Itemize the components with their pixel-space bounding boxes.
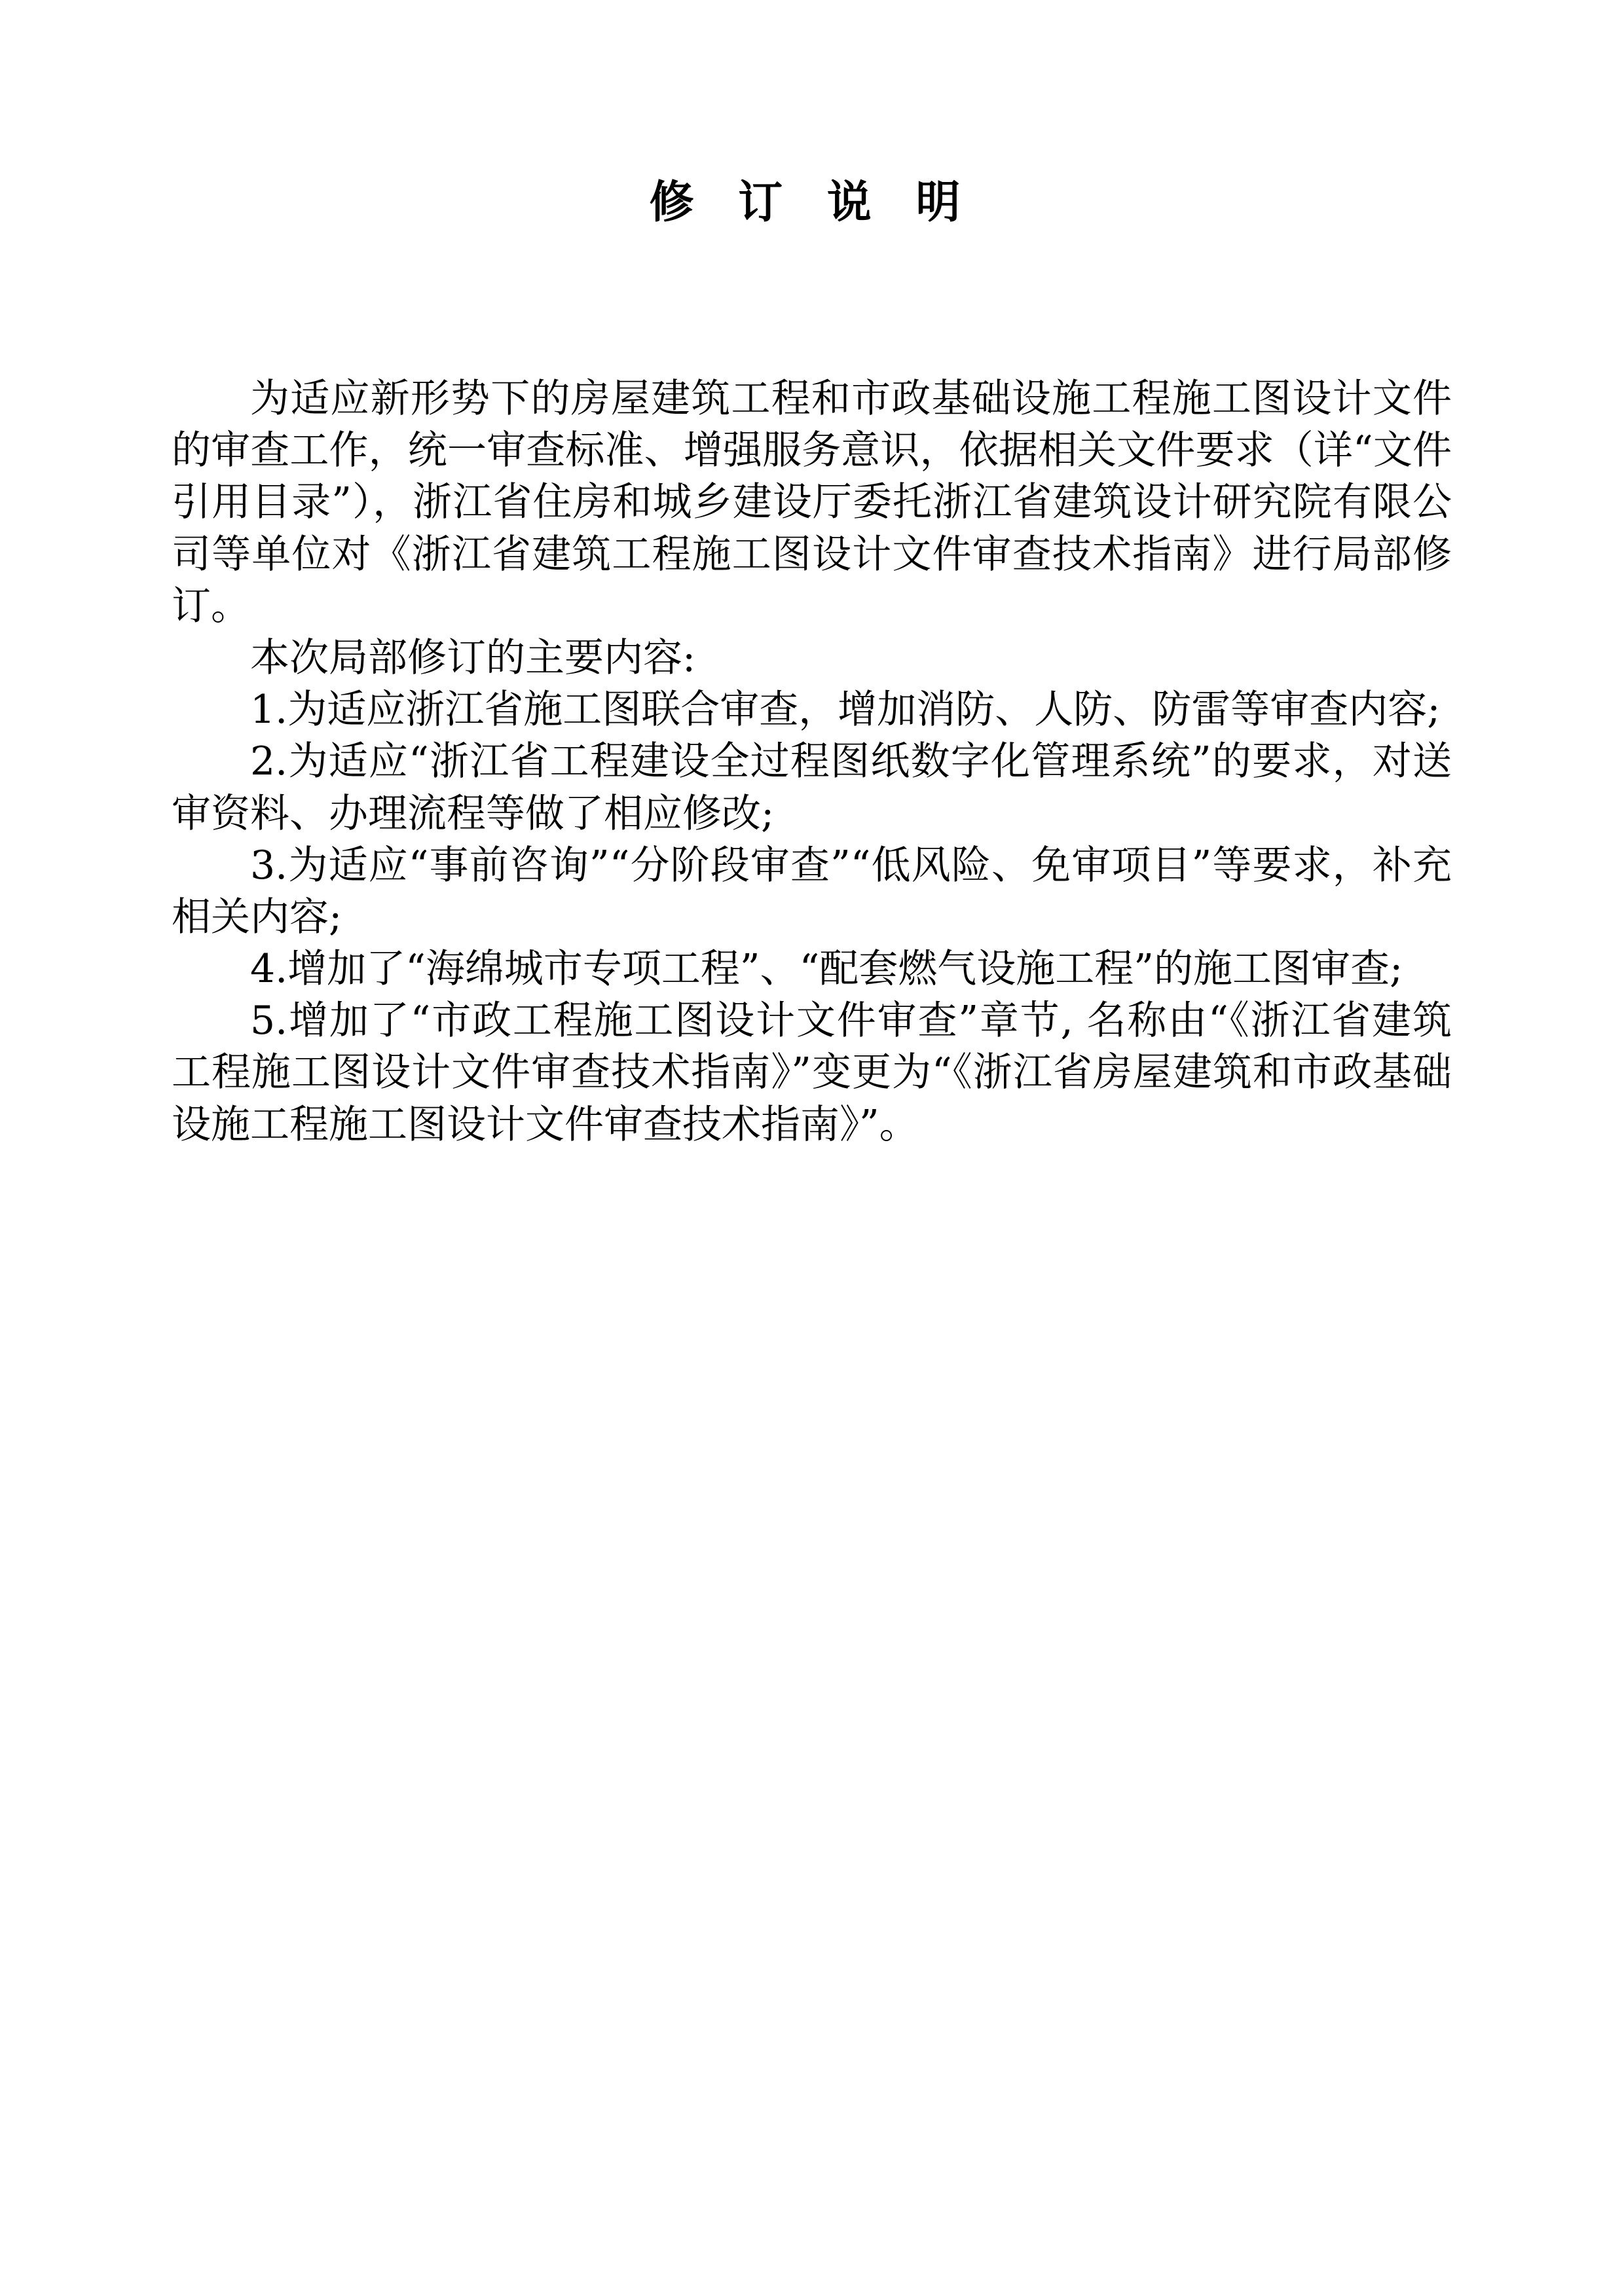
document-body [172,373,1452,1151]
paragraph-5: 3.为适应“事前咨询”“分阶段审查”“低风险、免审项目”等要求，补充相关内容; [172,842,1452,940]
paragraph-1: 为适应新形势下的房屋建筑工程和市政基础设施工程施工图设计文件的审查工作，统一审查标准、增强服务意识，依据相关文件要求（详“文件引用目录”），浙江省住房和城乡建设厅委托浙江省建筑设计研究院有限公司等单位对《浙江省建筑工程施工图设计文件审查技术指南》进行局部修订。 [172,376,1452,629]
paragraph-6: 4.增加了“海绵城市专项工程”、“配套燃气设施工程”的施工图审查; [250,946,1403,993]
paragraph-7: 5.增加了“市政工程施工图设计文件审查”章节, 名称由“《浙江省建筑工程施工图设计文件审查技术指南》”变更为“《浙江省房屋建筑和市政基础设施工程施工图设计文件审查技术指南》”。 [172,998,1452,1148]
paragraph-3: 1.为适应浙江省施工图联合审查，增加消防、人防、防雷等审查内容; [250,687,1441,733]
paragraph-2: 本次局部修订的主要内容: [250,634,696,681]
page-title: 修 订 说 明 [649,176,975,228]
paragraph-4: 2.为适应“浙江省工程建设全过程图纸数字化管理系统”的要求，对送审资料、办理流程等做了相应修改; [172,738,1452,837]
